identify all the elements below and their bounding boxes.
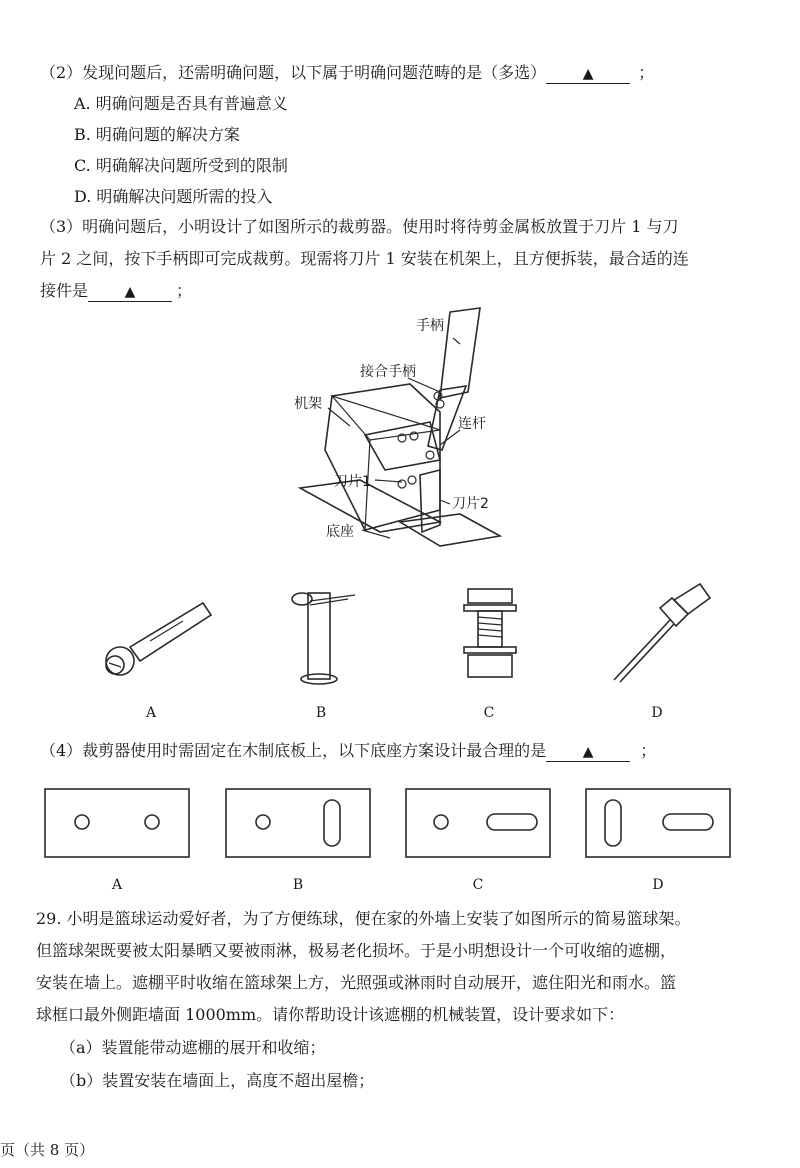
base-label-c: C xyxy=(472,877,484,893)
frame-body xyxy=(325,384,440,532)
base-label-a: A xyxy=(111,877,123,893)
q2-option-c: C. 明确解决问题所受到的限制 xyxy=(74,156,288,175)
q4-stem: （4）裁剪器使用时需固定在木制底板上，以下底座方案设计最合理的是 ▲ ； xyxy=(40,741,657,760)
connector-a-expansion-bolt xyxy=(95,595,215,685)
q29-req-a: （a）装置能带动遮棚的展开和收缩； xyxy=(60,1038,326,1057)
base-option-d xyxy=(585,788,731,858)
q29-line4: 球框口最外侧距墙面 1000mm。请你帮助设计该遮棚的机械装置，设计要求如下： xyxy=(36,1005,625,1024)
connector-label-d: D xyxy=(651,705,663,721)
answer-blank-q3[interactable]: ▲ xyxy=(88,282,172,302)
q3-line2: 片 2 之间，按下手柄即可完成裁剪。现需将刀片 1 安装在机架上，且方便拆装，最合适的连 xyxy=(40,249,689,268)
q2-option-d: D. 明确解决问题所需的投入 xyxy=(74,187,273,206)
label-frame: 机架 xyxy=(294,396,322,412)
q3-line1: （3）明确问题后，小明设计了如图所示的裁剪器。使用时将待剪金属板放置于刀片 1 与刀 xyxy=(40,217,679,236)
base-option-c xyxy=(405,788,551,858)
base-label-d: D xyxy=(652,877,664,893)
label-handle: 手柄 xyxy=(416,318,444,334)
q29-line2: 但篮球架既要被太阳暴晒又要被雨淋，极易老化损坏。于是小明想设计一个可收缩的遮棚， xyxy=(36,941,677,960)
q3-line3: 接件是 ▲ ； xyxy=(40,281,193,300)
answer-blank-q2[interactable]: ▲ xyxy=(546,64,630,84)
shear-figure xyxy=(290,300,520,560)
label-base: 底座 xyxy=(326,524,354,540)
q2-option-a: A. 明确问题是否具有普遍意义 xyxy=(74,94,288,113)
base-label-b: B xyxy=(292,877,304,893)
q29-line3: 安装在墙上。遮棚平时收缩在篮球架上方，光照强或淋雨时自动展开，遮住阳光和雨水。篮 xyxy=(36,973,677,992)
label-joint-handle: 接合手柄 xyxy=(360,364,416,380)
page-footer: 页（共 8 页） xyxy=(0,1141,95,1159)
base-option-a xyxy=(44,788,190,858)
answer-blank-q4[interactable]: ▲ xyxy=(546,742,630,762)
label-blade2: 刀片2 xyxy=(452,496,489,512)
connector-label-b: B xyxy=(315,705,327,721)
q2-stem: （2）发现问题后，还需明确问题，以下属于明确问题范畴的是（多选） ▲ ； xyxy=(40,63,655,82)
connector-d-blind-rivet xyxy=(600,580,720,690)
connector-label-c: C xyxy=(483,705,495,721)
q29-line1: 29. 小明是篮球运动爱好者，为了方便练球，便在家的外墙上安装了如图所示的简易篮球架。 xyxy=(36,909,691,928)
q29-req-b: （b）装置安装在墙面上，高度不超出屋檐； xyxy=(60,1071,375,1090)
q2-option-b: B. 明确问题的解决方案 xyxy=(74,125,240,144)
connector-c-bolt-nut xyxy=(460,583,520,683)
connector-b-clevis-pin xyxy=(280,585,360,690)
connector-label-a: A xyxy=(145,705,157,721)
base-option-b xyxy=(225,788,371,858)
label-blade1: 刀片1 xyxy=(334,474,371,490)
label-link: 连杆 xyxy=(458,416,486,432)
